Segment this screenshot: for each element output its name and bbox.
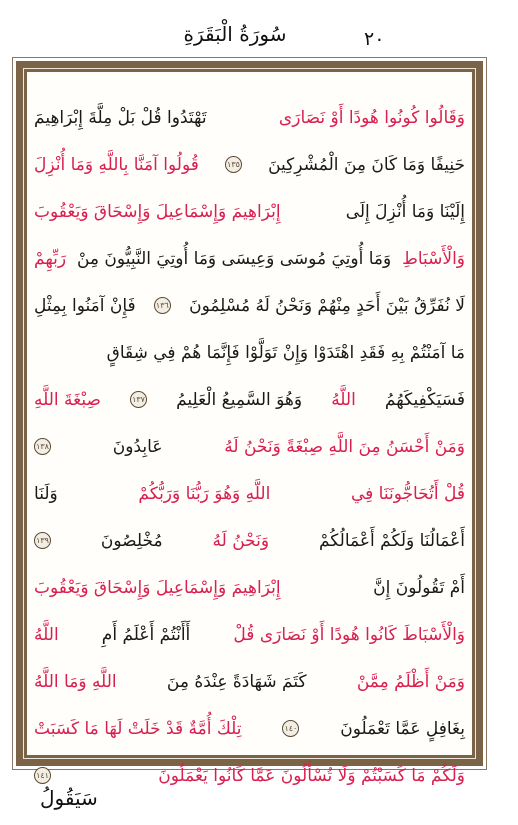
text-line — [34, 188, 465, 235]
text-segment-red: وَمَنْ أَظْلَمُ مِمَّنْ — [356, 671, 465, 692]
text-segment-black: وَهُوَ السَّمِيعُ الْعَلِيمُ — [176, 389, 303, 410]
ayah-number-marker: ١٣٧ — [130, 391, 147, 408]
text-segment-black: لَا نُفَرِّقُ بَيْنَ أَحَدٍ مِنْهُمْ وَنَحْنُ لَهُ مُسْلِمُونَ — [189, 295, 465, 316]
text-segment-red: وَلَكُمْ مَا كَسَبْتُمْ وَلَا تُسْأَلُونَ عَمَّا كَانُوا يَعْمَلُونَ — [158, 765, 465, 786]
text-segment-black: عَابِدُونَ — [112, 436, 163, 457]
text-segment-red: قُولُوا آمَنَّا بِاللَّهِ وَمَا أُنْزِلَ — [34, 154, 199, 175]
text-segment-red: وَقَالُوا كُونُوا هُودًا أَوْ نَصَارَى — [278, 107, 465, 128]
ayah-number-marker: ١٣٨ — [34, 438, 51, 455]
text-segment-red: قُلْ أَتُحَاجُّونَنَا فِي — [350, 483, 465, 504]
text-segment-black: مَا آمَنْتُمْ بِهِ فَقَدِ اهْتَدَوْا وَإِنْ تَوَلَّوْا فَإِنَّمَا هُمْ فِي شِقَاقٍ — [106, 342, 465, 363]
text-segment-black: كَتَمَ شَهَادَةً عِنْدَهُ مِنَ — [166, 671, 307, 692]
text-segment-black: مُخْلِصُونَ — [100, 530, 163, 551]
text-segment-red: وَمَنْ أَحْسَنُ مِنَ اللَّهِ صِبْغَةً وَنَحْنُ لَهُ — [224, 436, 465, 457]
text-segment-red: وَالْأَسْبَاطِ — [402, 248, 465, 269]
text-segment-black: إِلَيْنَا وَمَا أُنْزِلَ إِلَى — [345, 201, 465, 222]
text-line — [34, 470, 465, 517]
text-segment-black: بِغَافِلٍ عَمَّا تَعْمَلُونَ — [340, 718, 465, 739]
text-segment-red: وَالْأَسْبَاطَ كَانُوا هُودًا أَوْ نَصَارَى قُلْ — [233, 624, 465, 645]
text-segment-red: رَبِّهِمْ — [34, 248, 67, 269]
text-line — [34, 564, 465, 611]
text-line — [34, 329, 465, 376]
text-segment-black: تَهْتَدُوا قُلْ بَلْ مِلَّةَ إِبْرَاهِيمَ — [34, 107, 207, 128]
text-segment-black: فَسَيَكْفِيكَهُمُ — [384, 389, 465, 410]
text-segment-black: وَلَنَا — [34, 483, 58, 504]
text-segment-red: اللَّهِ وَمَا اللَّهُ — [34, 671, 117, 692]
text-line — [34, 517, 465, 564]
text-segment-black: فَإِنْ آمَنُوا بِمِثْلِ — [34, 295, 136, 316]
ayah-number-marker: ١٣٩ — [34, 532, 51, 549]
text-line — [34, 94, 465, 141]
quran-text-block — [34, 94, 465, 799]
text-segment-red: إِبْرَاهِيمَ وَإِسْمَاعِيلَ وَإِسْحَاقَ وَيَعْقُوبَ — [34, 201, 281, 222]
text-line — [34, 611, 465, 658]
ayah-number-marker: ١٤١ — [34, 767, 51, 784]
text-line — [34, 423, 465, 470]
catchword: سَيَقُولُ — [40, 786, 98, 810]
page-number: ٢٠ — [364, 28, 385, 50]
text-line — [34, 376, 465, 423]
ayah-number-marker: ١٣٦ — [154, 297, 171, 314]
text-segment-red: تِلْكَ أُمَّةٌ قَدْ خَلَتْ لَهَا مَا كَسَبَتْ — [34, 718, 242, 739]
surah-title: سُورَةُ الْبَقَرَةِ — [183, 22, 287, 46]
text-segment-black: أَمْ تَقُولُونَ إِنَّ — [373, 577, 465, 598]
text-line — [34, 235, 465, 282]
text-segment-black: أَعْمَالُنَا وَلَكُمْ أَعْمَالُكُمْ — [318, 530, 465, 551]
text-segment-red: اللَّهِ وَهُوَ رَبُّنَا وَرَبُّكُمْ — [138, 483, 271, 504]
text-line — [34, 752, 465, 799]
text-line — [34, 282, 465, 329]
ayah-number-marker: ١٣٥ — [225, 156, 242, 173]
text-segment-red: وَنَحْنُ لَهُ — [212, 530, 270, 551]
text-segment-red: اللَّهُ — [34, 624, 59, 645]
text-line — [34, 141, 465, 188]
ayah-number-marker: ١٤٠ — [282, 720, 299, 737]
text-segment-black: أَأَنْتُمْ أَعْلَمُ أَمِ — [101, 624, 191, 645]
text-segment-red: اللَّهُ — [331, 389, 356, 410]
text-line — [34, 705, 465, 752]
text-line — [34, 658, 465, 705]
text-segment-red: إِبْرَاهِيمَ وَإِسْمَاعِيلَ وَإِسْحَاقَ وَيَعْقُوبَ — [34, 577, 281, 598]
text-segment-red: صِبْغَةَ اللَّهِ — [34, 389, 101, 410]
text-segment-black: وَمَا أُوتِيَ مُوسَى وَعِيسَى وَمَا أُوتِيَ النَّبِيُّونَ مِنْ — [76, 248, 392, 269]
text-segment-black: حَنِيفًا وَمَا كَانَ مِنَ الْمُشْرِكِينَ — [268, 154, 465, 175]
